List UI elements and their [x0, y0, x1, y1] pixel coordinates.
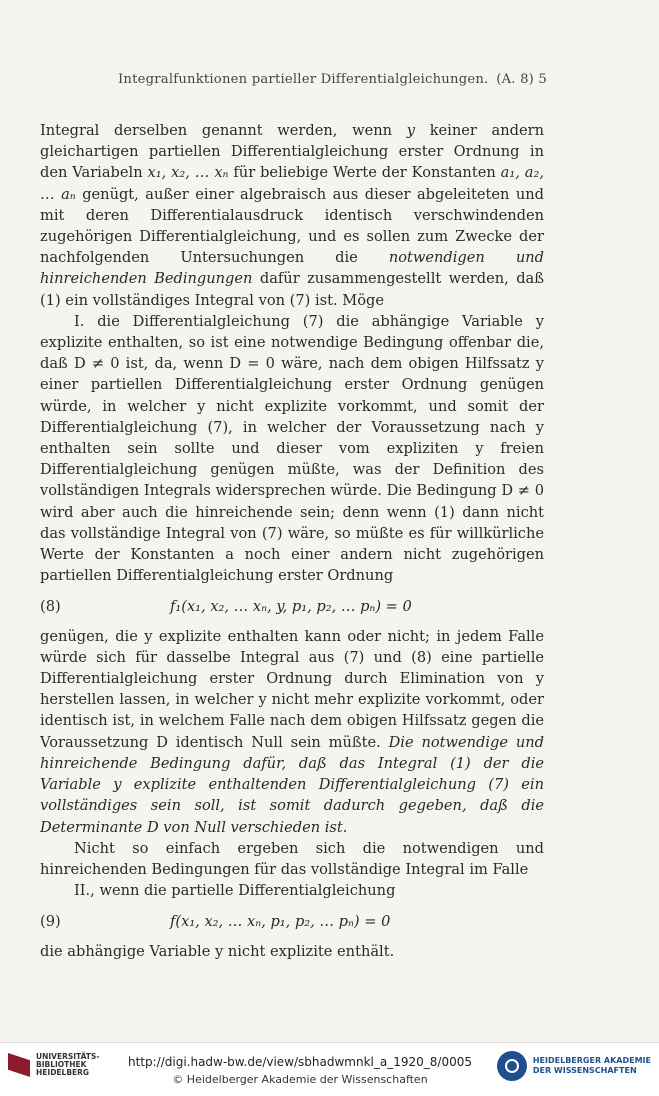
body-text: [40, 120, 544, 962]
equation-body: f₁(x₁, x₂, … xₙ, y, p₁, p₂, … pₙ) = 0: [170, 598, 412, 616]
equation-body: f(x₁, x₂, … xₙ, p₁, p₂, … pₙ) = 0: [170, 913, 391, 931]
emphasis: Die notwendige und hinreichende Bedingung dafür, daß das Integral (1) der die Variable y explizite enthaltenden Differentialgleichung (7) ein vollständiges sein soll, ist somit dadurch gegeben, daß die Determinante D von Null verschieden ist.: [40, 733, 544, 836]
academy-logo-text: [533, 1056, 651, 1076]
library-mark-icon: [8, 1053, 30, 1077]
permalink-url[interactable]: http://digi.hadw-bw.de/view/sbhadwmnkl_a_1920_8/0005: [127, 1055, 472, 1069]
text-run: keiner andern gleichartigen partiellen Differentialgleichung erster Ordnung in den Variabeln: [40, 122, 545, 182]
paragraph-2: I. die Differentialgleichung (7) die abhängige Variable y explizite enthalten, so ist eine notwendige Bedingung offenbar die, daß D ≠ 0 ist, da, wenn D = 0 wäre, nach dem obigen Hilfssatz y einer partiellen Differentialgleichung erster Ordnung genügen würde, in welcher y nicht explizite vorkommt, und somit der Differentialgleichung (7), in welcher der Voraussetzung nach y enthalten sein sollte und dieser vom expliziten y freien Differentialgleichung genügen müßte, was der Definition des vollständigen Integrals widersprechen würde. Die Bedingung D ≠ 0 wird aber auch die hinreichende sein; denn wenn (1) dann nicht das vollständige Integral von (7) wäre, so müßte es für willkürliche Werte der Konstanten a noch einer andern nicht zugehörigen partiellen Differentialgleichung erster Ordnung: [40, 312, 544, 585]
text-run: Integral derselben genannt werden, wenn: [40, 122, 407, 139]
equation-9: [40, 911, 544, 932]
math-var: a₁, a₂, … aₙ: [40, 164, 544, 203]
footer-bar: [0, 1042, 659, 1096]
logo-line: HEIDELBERG: [36, 1068, 90, 1077]
university-library-logo[interactable]: [8, 1053, 99, 1077]
equation-8: [40, 596, 544, 617]
logo-line: UNIVERSITÄTS-: [36, 1052, 100, 1061]
paragraph-4: Nicht so einfach ergeben sich die notwendigen und hinreichenden Bedingungen für das vollständige Integral im Falle: [40, 839, 544, 878]
logo-line: BIBLIOTHEK: [36, 1060, 87, 1069]
equation-number: (9): [40, 913, 61, 931]
text-run: genügen, die y explizite enthalten kann oder nicht; in jedem Falle würde sich für dasselbe Integral aus (7) und (8) eine partielle Differentialgleichung erster Ordnung durch Elimination von y herstellen lassen, in welcher y nicht mehr explizite vorkommt, oder identisch ist, in welchem Falle nach dem obigen Hilfssatz gegen die Voraussetzung D identisch Null sein müßte.: [40, 627, 544, 751]
header-page-ref: (A. 8) 5: [496, 72, 547, 87]
copyright-notice: © Heidelberger Akademie der Wissenschaften: [172, 1073, 428, 1086]
paragraph-6: die abhängige Variable y nicht explizite enthält.: [40, 942, 395, 960]
paragraph-5: II., wenn die partielle Differentialgleichung: [74, 882, 396, 900]
text-run: dafür zusammengestellt werden, daß (1) ein vollständiges Integral von (7) ist. Möge: [40, 270, 544, 309]
equation-number: (8): [40, 598, 61, 616]
academy-seal-icon: [497, 1051, 527, 1081]
text-run: für beliebige Werte der Konstanten: [228, 164, 501, 182]
math-var: y: [406, 122, 415, 139]
paragraph-3: [40, 626, 544, 838]
paragraph-1: [40, 120, 544, 311]
library-logo-text: [36, 1053, 99, 1077]
academy-logo[interactable]: [497, 1051, 651, 1081]
header-title: Integralfunktionen partieller Differentialgleichungen.: [118, 72, 489, 87]
running-header: [118, 72, 547, 87]
logo-line: HEIDELBERGER AKADEMIE: [532, 1056, 651, 1065]
math-var: x₁, x₂, … xₙ: [147, 164, 229, 182]
emphasis: notwendigen und hinreichenden Bedingungen: [40, 249, 544, 288]
logo-line: DER WISSENSCHAFTEN: [532, 1066, 637, 1075]
text-run: genügt, außer einer algebraisch aus dieser abgeleiteten und mit deren Differentialausdruck identisch verschwindenden zugehörigen Differentialgleichung, und es sollen zum Zwecke der nachfolgenden Untersuchungen die: [40, 185, 544, 267]
